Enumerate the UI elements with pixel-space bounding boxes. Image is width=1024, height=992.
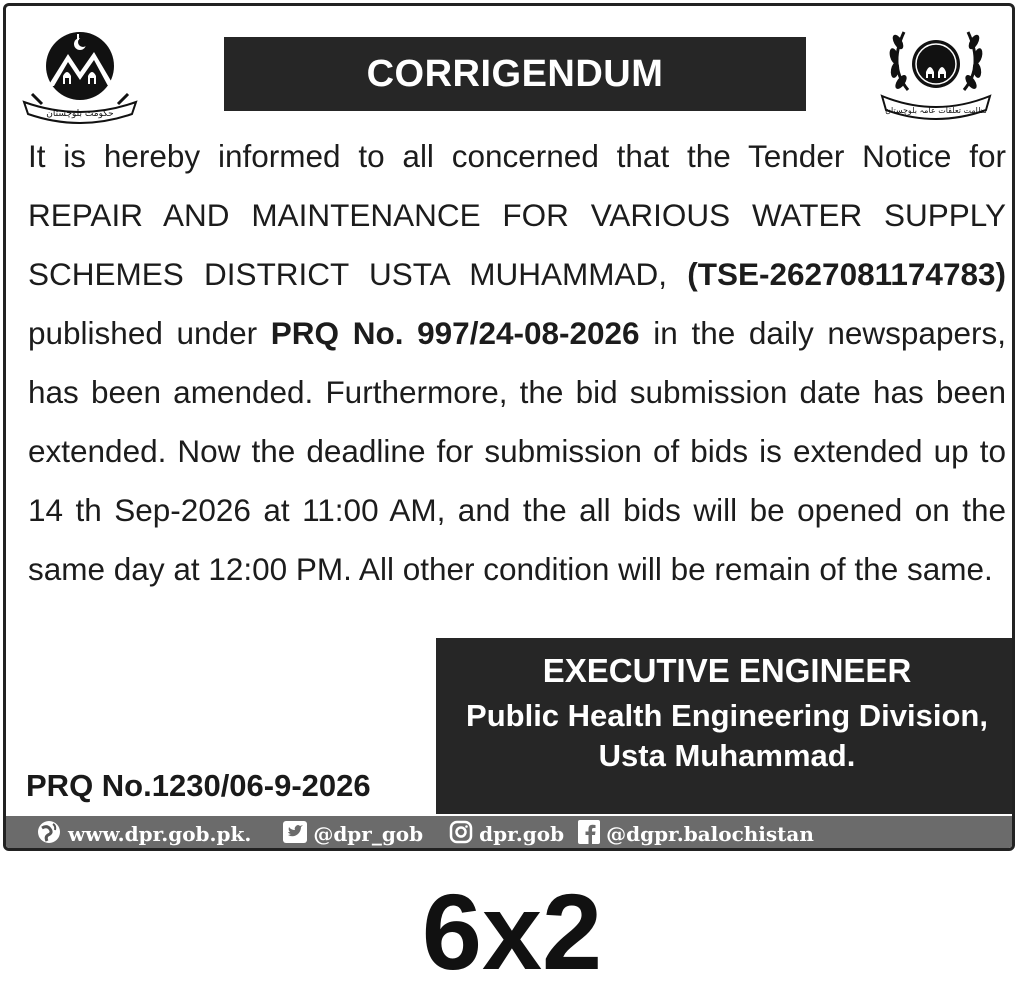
facebook-handle: @dgpr.balochistan xyxy=(606,822,814,846)
instagram-handle: dpr.gob xyxy=(479,822,565,846)
instagram-icon xyxy=(449,820,473,849)
notice-body xyxy=(28,127,1006,599)
ad-size-label: 6x2 xyxy=(421,871,603,992)
title-banner xyxy=(224,37,806,111)
signatory-organization: Public Health Engineering Division, xyxy=(466,698,988,733)
emblem-right-text: نظامت تعلقات عامہ بلوچستان xyxy=(885,106,987,115)
dgpr-emblem xyxy=(868,20,1004,128)
body-text-part2: published under xyxy=(28,315,271,351)
body-text-part3: in the daily newspapers, has been amended. Furthermore, the bid submission date has been extended. Now the deadline for submission of bids is extended up to 14 th Sep-2026 at 11:00 AM, and the all bids will be opened on the same day at 12:00 PM. All other condition will be remain of the same. xyxy=(28,315,1006,587)
footer-website xyxy=(36,819,251,850)
signatory-title: EXECUTIVE ENGINEER xyxy=(542,652,912,689)
signatory-location: Usta Muhammad. xyxy=(598,738,856,773)
original-prq-number: PRQ No. 997/24-08-2026 xyxy=(270,315,640,351)
footer-contact-bar xyxy=(6,816,1012,851)
footer-instagram xyxy=(449,820,564,849)
website-text: www.dpr.gob.pk. xyxy=(68,822,252,846)
globe-icon xyxy=(36,819,62,850)
balochistan-govt-emblem xyxy=(18,24,142,124)
body-text-part1: It is hereby informed to all concerned that the Tender Notice for REPAIR AND MAINTENANCE FOR VARIOUS WATER SUPPLY SCHEMES DISTRICT USTA MUHAMMAD, xyxy=(28,138,1006,292)
footer-facebook xyxy=(578,820,814,849)
emblem-left-text: حکومت بلوچستان xyxy=(46,109,114,119)
twitter-handle: @dpr_gob xyxy=(313,822,424,846)
signature-block xyxy=(436,638,1015,814)
notice-title: CORRIGENDUM xyxy=(366,52,664,95)
prq-reference: PRQ No.1230/06-9-2026 xyxy=(26,768,371,803)
twitter-icon xyxy=(283,821,307,848)
tender-id: (TSE-2627081174783) xyxy=(687,256,1006,292)
corrigendum-notice xyxy=(3,3,1015,851)
facebook-icon xyxy=(578,820,600,849)
footer-twitter xyxy=(283,821,423,848)
